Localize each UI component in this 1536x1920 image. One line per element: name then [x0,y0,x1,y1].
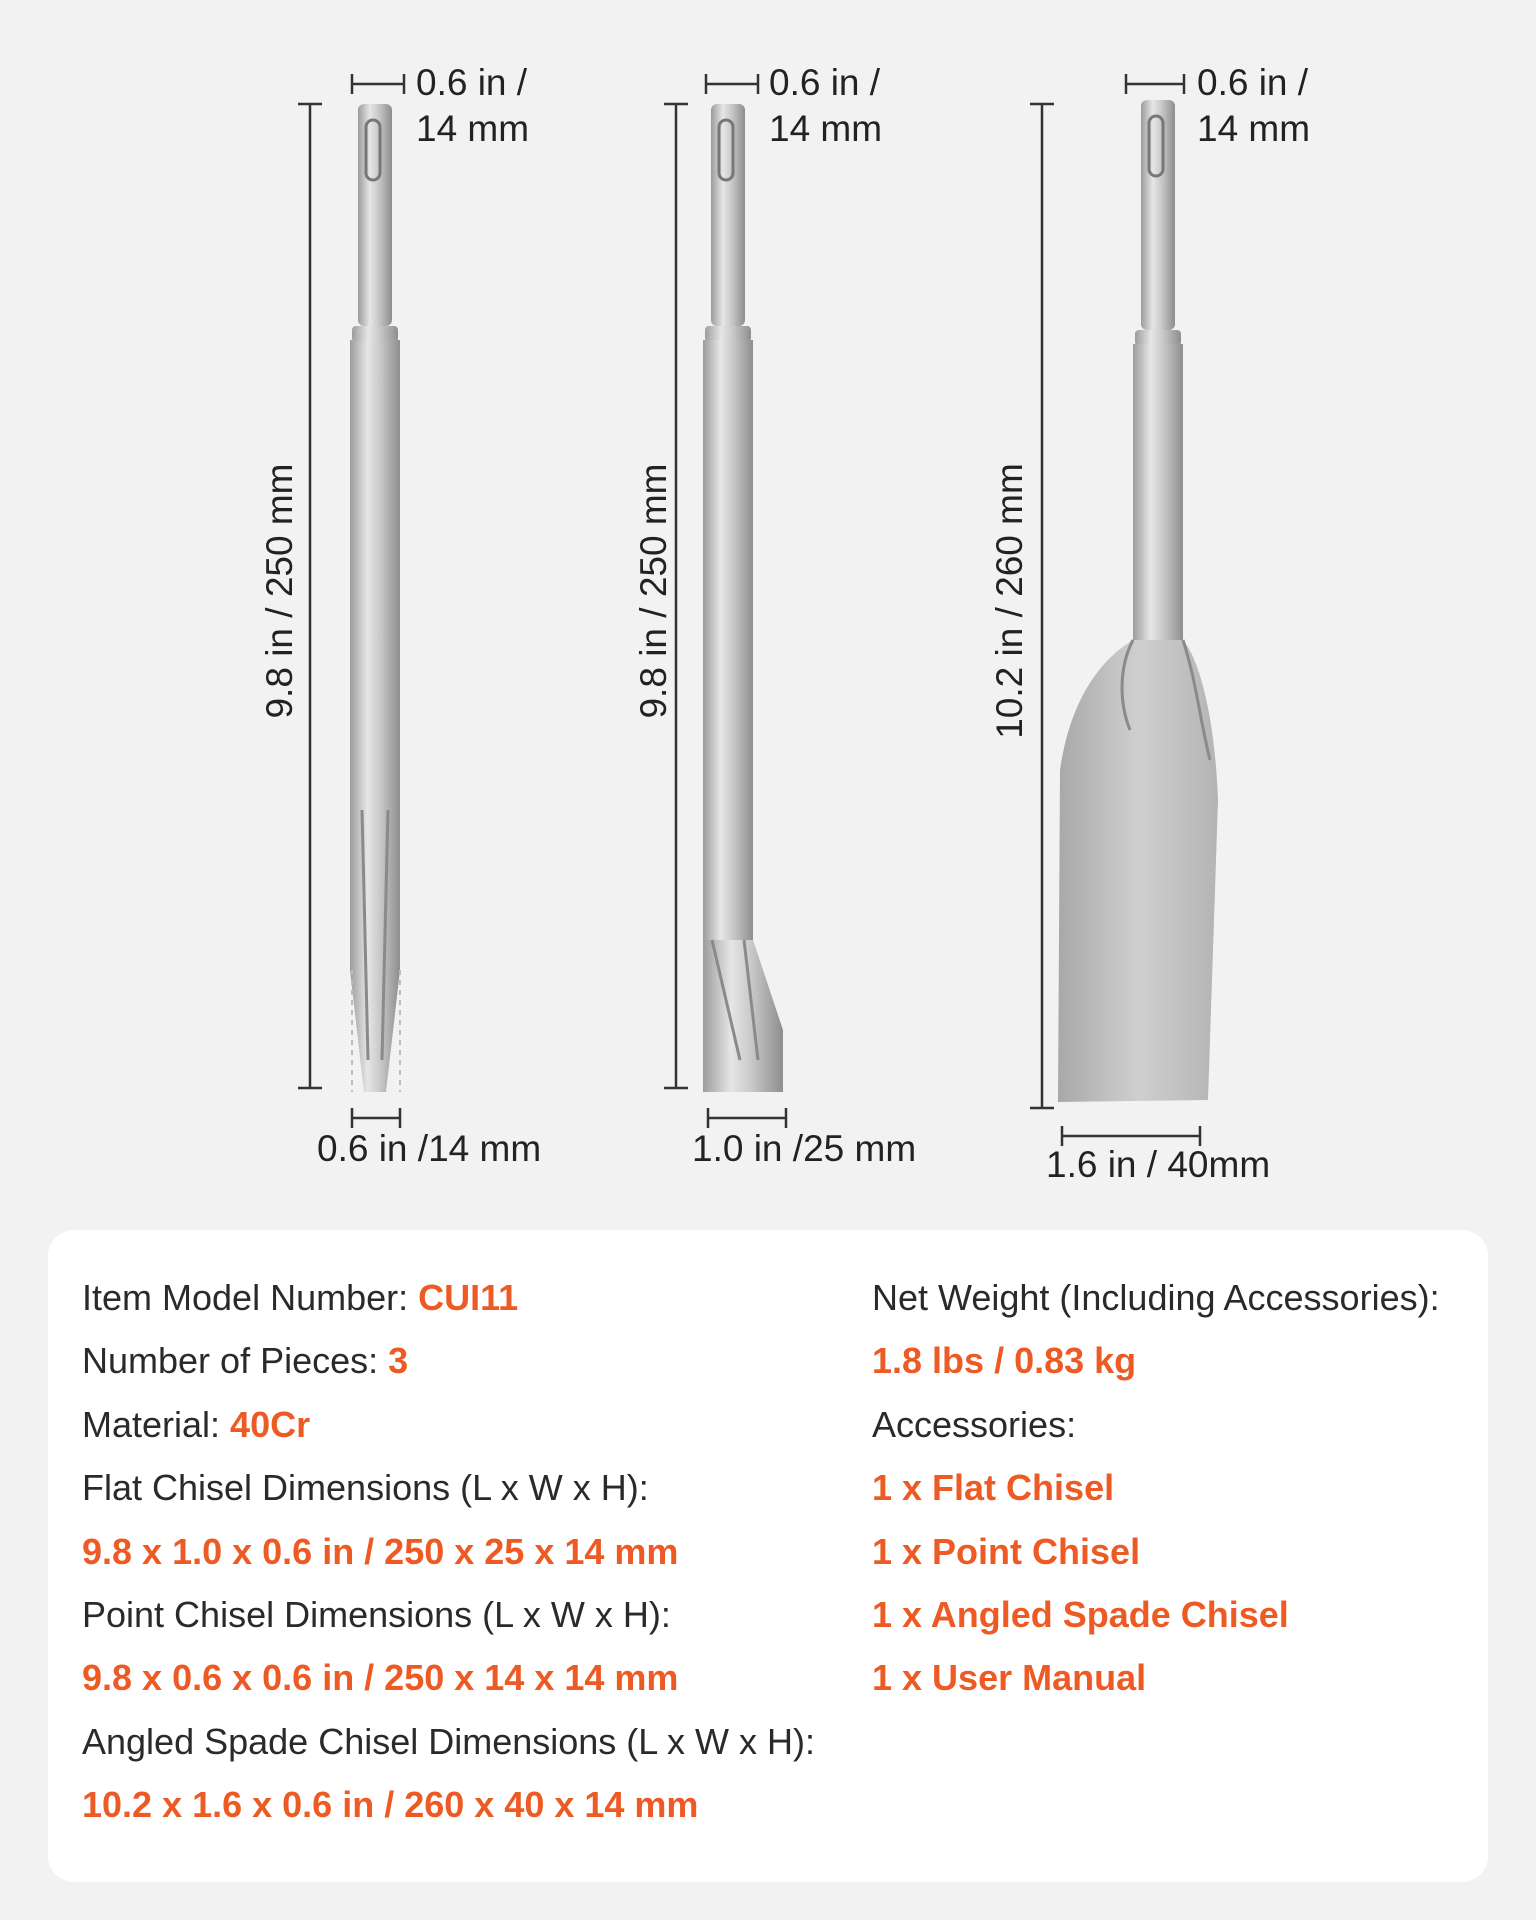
accessory-item: 1 x Angled Spade Chisel [872,1593,1289,1635]
model-number-row [82,1266,815,1329]
spade-chisel-tip-width-label: 1.6 in / 40mm [1046,1144,1271,1185]
accessory-item: 1 x Flat Chisel [872,1467,1115,1509]
flat-chisel-length-label: 9.8 in / 250 mm [633,463,674,719]
pieces-row [82,1329,815,1392]
net-weight-label: Net Weight (Including Accessories): [872,1277,1440,1318]
pieces-value: 3 [388,1340,409,1382]
spade-chisel-length-label: 10.2 in / 260 mm [989,463,1030,739]
material-label: Material: [82,1403,231,1445]
accessory-item: 1 x User Manual [872,1657,1147,1699]
net-weight-value: 1.8 lbs / 0.83 kg [872,1340,1137,1382]
flat-chisel-shank-width-label: 0.6 in / 14 mm [769,62,883,149]
point-chisel-dimensions-value: 9.8 x 0.6 x 0.6 in / 250 x 14 x 14 mm [82,1657,679,1699]
pieces-label: Number of Pieces: [82,1340,389,1382]
specs-left-column [82,1266,815,1837]
model-number-value: CUI11 [418,1277,519,1318]
flat-chisel-dimensions-value: 9.8 x 1.0 x 0.6 in / 250 x 25 x 14 mm [82,1530,679,1572]
accessories-label: Accessories: [872,1403,1077,1445]
material-row [82,1393,815,1456]
point-chisel-length-label: 9.8 in / 250 mm [259,463,300,719]
specifications-card [48,1230,1488,1882]
spade-chisel-shank-width-label: 0.6 in / 14 mm [1197,62,1311,149]
point-chisel-dimensions-label: Point Chisel Dimensions (L x W x H): [82,1593,671,1635]
flat-chisel-image [703,104,783,1092]
flat-chisel-tip-width-label: 1.0 in /25 mm [692,1128,917,1169]
specs-right-column [872,1266,1440,1710]
spade-chisel-dimensions-value: 10.2 x 1.6 x 0.6 in / 260 x 40 x 14 mm [82,1784,699,1826]
material-value: 40Cr [230,1403,311,1445]
flat-chisel-dimensions-label: Flat Chisel Dimensions (L x W x H): [82,1467,649,1509]
accessory-item: 1 x Point Chisel [872,1530,1141,1572]
model-number-label: Item Model Number: [82,1277,419,1318]
point-chisel-shank-width-label: 0.6 in / 14 mm [416,62,530,149]
spade-chisel-dimensions-label: Angled Spade Chisel Dimensions (L x W x H): [82,1720,815,1762]
point-chisel-tip-width-label: 0.6 in /14 mm [317,1128,542,1169]
angled-spade-chisel-image [1058,100,1218,1102]
point-chisel-image [350,104,400,1092]
